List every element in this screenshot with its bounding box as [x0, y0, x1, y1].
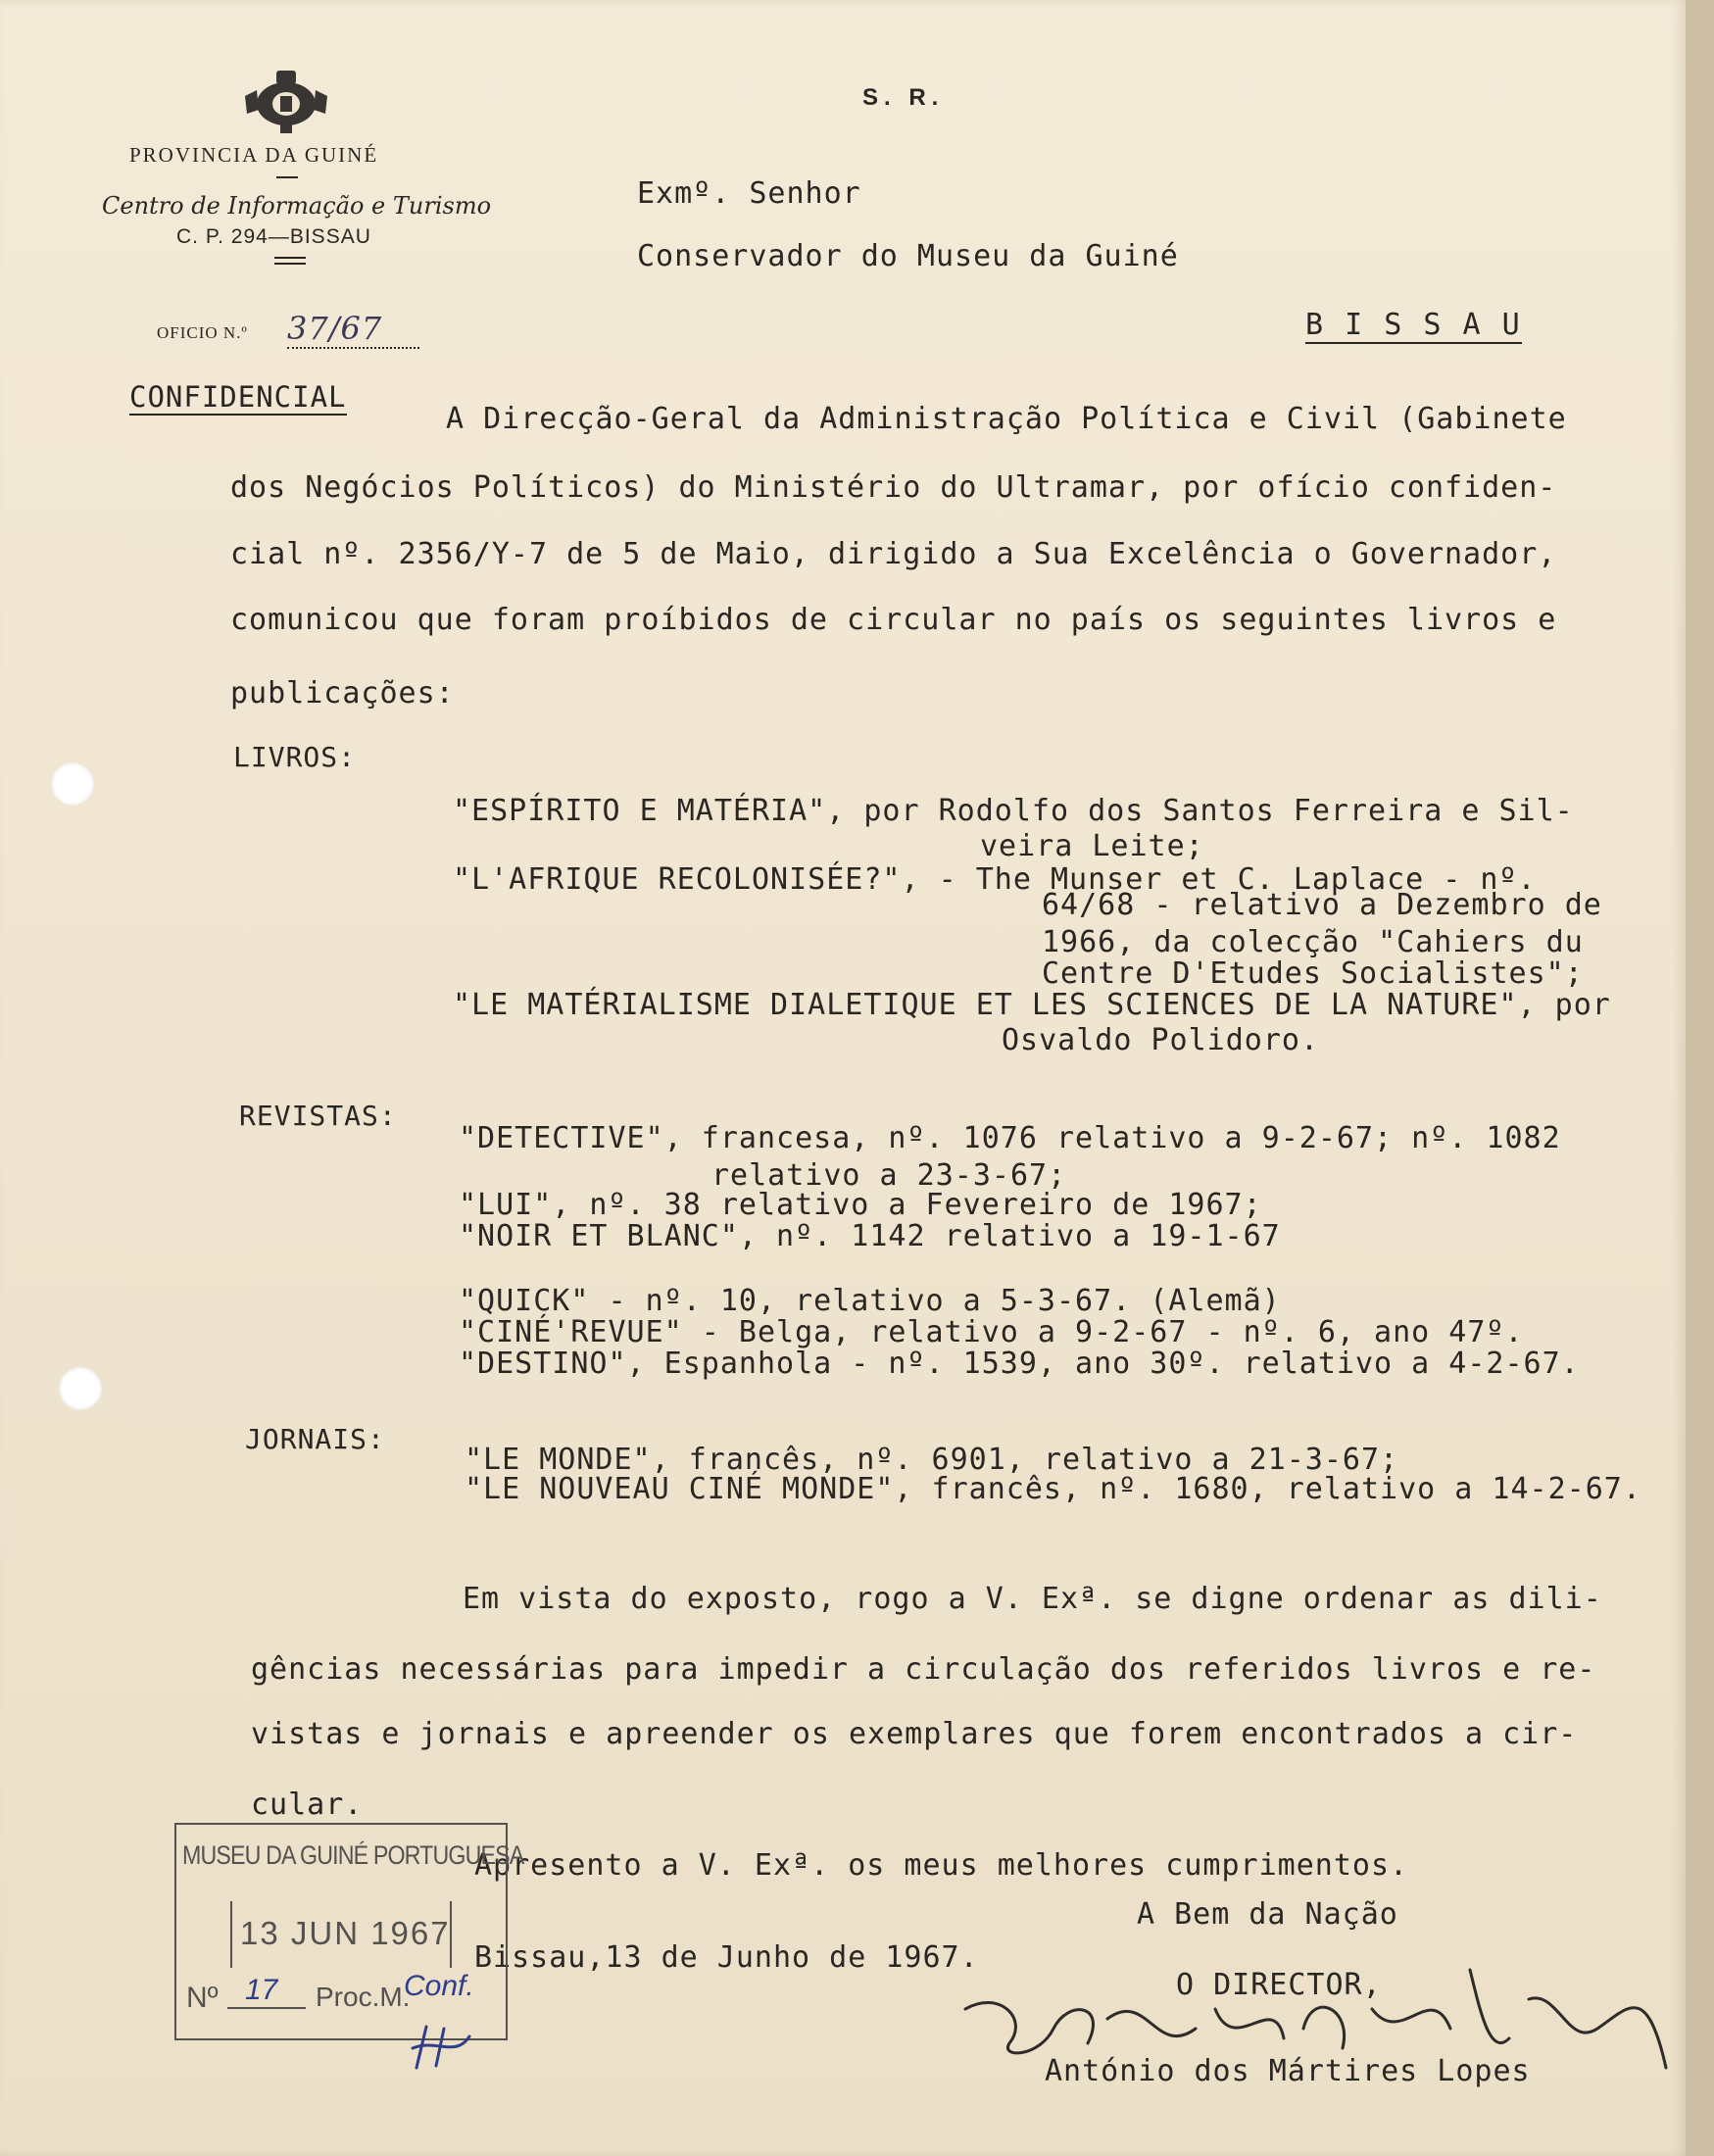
jornais-label: JORNAIS: — [245, 1423, 385, 1455]
office-number: 37/67 — [287, 310, 419, 349]
province-name: PROVINCIA DA GUINÉ — [129, 143, 379, 167]
revistas-label: REVISTAS: — [239, 1100, 397, 1132]
centre-name: Centro de Informação e Turismo — [102, 192, 492, 220]
revistas-line: "QUICK" - nº. 10, relativo a 5-3-67. (Alemã) — [459, 1284, 1281, 1318]
stamp-date-box — [230, 1901, 452, 1968]
stamp-number: 17 — [245, 1974, 278, 2006]
classification: CONFIDENCIAL — [129, 380, 347, 414]
jornais-line: "LE NOUVEAU CINÉ MONDE", francês, nº. 1680, relativo a 14-2-67. — [465, 1472, 1641, 1506]
compliments: Apresento a V. Exª. os meus melhores cumprimentos. — [474, 1848, 1409, 1883]
stamp-museum-name: MUSEU DA GUINÉ PORTUGUESA — [182, 1840, 524, 1870]
postal-address: C. P. 294—BISSAU — [176, 225, 371, 248]
stamp-proc-label: Proc.M. — [316, 1982, 411, 2012]
livros-line: Centre D'Etudes Socialistes"; — [1042, 956, 1584, 991]
revistas-line: relativo a 23-3-67; — [711, 1158, 1067, 1193]
revistas-line: "DETECTIVE", francesa, nº. 1076 relativo a 9-2-67; nº. 1082 — [459, 1121, 1561, 1155]
closing-line: vistas e jornais e apreender os exemplares que forem encontrados a cir- — [251, 1717, 1578, 1751]
livros-line: "L'AFRIQUE RECOLONISÉE?", - The Munser et C. Laplace - nº. — [453, 862, 1537, 897]
intro-line: publicações: — [230, 676, 455, 710]
signature-text — [1039, 2021, 1374, 2055]
stamp-number-label: Nº — [186, 1982, 219, 2014]
punch-hole-bottom — [59, 1367, 102, 1410]
closing-line: Em vista do exposto, rogo a V. Exª. se digne ordenar as dili- — [463, 1582, 1602, 1616]
museum-receipt-stamp — [174, 1823, 524, 2040]
livros-line: 64/68 - relativo a Dezembro de — [1042, 888, 1602, 922]
intro-line: comunicou que foram proíbidos de circular no país os seguintes livros e — [230, 603, 1557, 637]
motto: A Bem da Nação — [1137, 1897, 1398, 1932]
punch-hole-top — [51, 762, 94, 806]
signatory-name: António dos Mártires Lopes — [1045, 2054, 1531, 2088]
livros-line: Osvaldo Polidoro. — [1002, 1023, 1320, 1057]
intro-line: cial nº. 2356/Y-7 de 5 de Maio, dirigido a Sua Excelência o Governador, — [230, 537, 1557, 571]
header-divider — [276, 176, 298, 178]
closing-line: gências necessárias para impedir a circulação dos referidos livros e re- — [251, 1652, 1596, 1687]
revistas-line: "CINÉ'REVUE" - Belga, relativo a 9-2-67 - nº. 6, ano 47º. — [459, 1315, 1524, 1349]
jornais-line: "LE MONDE", francês, nº. 6901, relativo a 21-3-67; — [465, 1443, 1399, 1477]
address-divider — [274, 257, 306, 259]
salutation: Exmº. Senhor — [637, 176, 861, 211]
revistas-line: "NOIR ET BLANC", nº. 1142 relativo a 19-1-67 — [459, 1219, 1281, 1253]
office-label: OFICIO N.º — [157, 323, 248, 342]
recipient-title: Conservador do Museu da Guiné — [637, 239, 1179, 273]
revistas-line: "LUI", nº. 38 relativo a Fevereiro de 1967; — [459, 1188, 1262, 1222]
livros-line: "LE MATÉRIALISME DIALETIQUE ET LES SCIENCES DE LA NATURE", por — [453, 988, 1611, 1022]
livros-line: veira Leite; — [980, 829, 1204, 863]
director-label: O DIRECTOR, — [1176, 1968, 1382, 2002]
coat-of-arms-emblem — [241, 67, 331, 135]
livros-label: LIVROS: — [233, 741, 357, 773]
blue-pen-mark — [407, 2019, 475, 2078]
address-divider-2 — [274, 263, 306, 265]
stamp-proc-value: Conf. — [404, 1970, 474, 2002]
livros-line: "ESPÍRITO E MATÉRIA", por Rodolfo dos Santos Ferreira e Sil- — [453, 794, 1574, 828]
revistas-line: "DESTINO", Espanhola - nº. 1539, ano 30º. relativo a 4-2-67. — [459, 1347, 1580, 1381]
paper-edge — [1686, 0, 1714, 2156]
intro-line: dos Negócios Políticos) do Ministério do Ultramar, por ofício confiden- — [230, 470, 1557, 505]
place-date: Bissau,13 de Junho de 1967. — [474, 1940, 979, 1975]
intro-line: A Direcção-Geral da Administração Política e Civil (Gabinete — [446, 402, 1567, 436]
stamp-number-line — [227, 2007, 306, 2009]
sr-marking: S. R. — [862, 84, 945, 111]
stamp-date: 13 JUN 1967 — [240, 1915, 451, 1951]
livros-line: 1966, da colecção "Cahiers du — [1042, 925, 1584, 959]
closing-line: cular. — [251, 1788, 364, 1822]
recipient-city: B I S S A U — [1305, 308, 1522, 342]
